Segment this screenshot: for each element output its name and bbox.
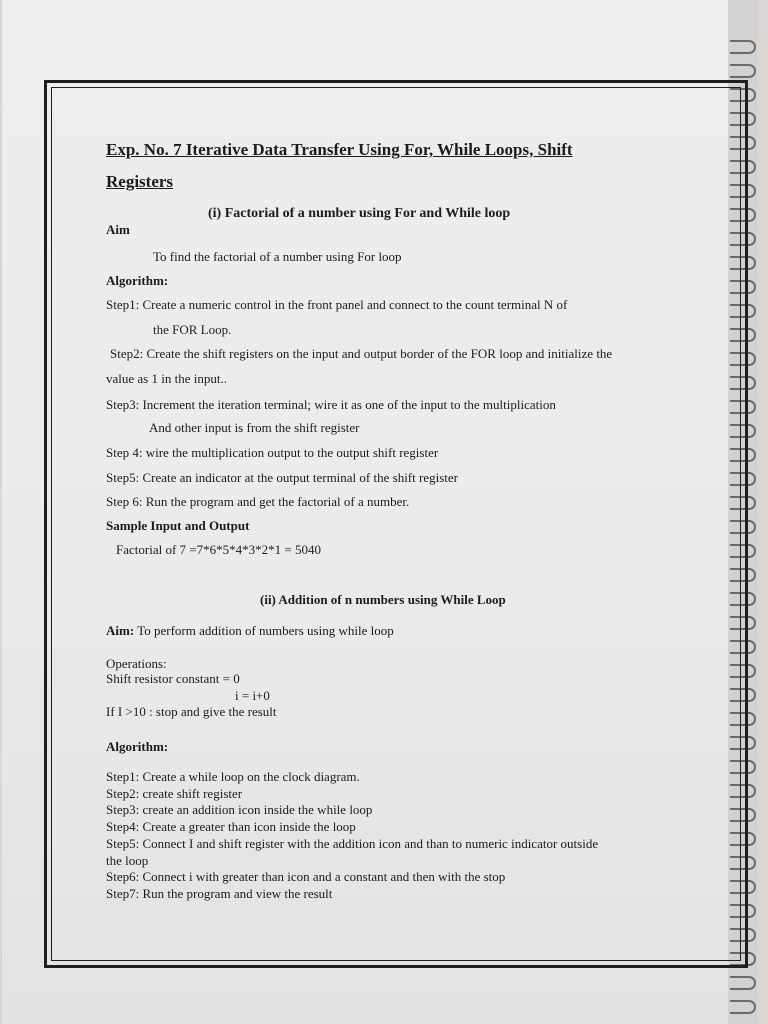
section2-heading: (ii) Addition of n numbers using While Loop [260,592,506,607]
section1-aim-label: Aim [106,222,130,237]
section1-step6: Step 6: Run the program and get the factorial of a number. [106,494,410,509]
section1-step3-line1: Step3: Increment the iteration terminal; wire it as one of the input to the multiplication [106,397,556,412]
section2-algorithm-label: Algorithm: [106,739,169,754]
section1-heading: (i) Factorial of a number using For and While loop [208,206,511,221]
spiral-coil [730,1000,756,1014]
section1-algorithm-label: Algorithm: [106,273,169,288]
section2-aim [106,623,394,638]
section2-step1: Step1: Create a while loop on the clock diagram. [106,769,360,784]
section1-sample-text: Factorial of 7 =7*6*5*4*3*2*1 = 5040 [116,542,321,557]
section2-step5-line2: the loop [106,853,149,868]
section2-aim-text: To perform addition of numbers using while loop [137,623,394,638]
section2-step7: Step7: Run the program and view the result [106,886,333,901]
spiral-coil [730,64,756,78]
section2-operation-3: If I >10 : stop and give the result [106,704,277,719]
notebook-page [2,0,758,1024]
section1-step4: Step 4: wire the multiplication output to the output shift register [106,445,439,460]
section1-aim-text: To find the factorial of a number using For loop [153,249,402,264]
experiment-title-line2: Registers [106,172,174,191]
section1-sample-label: Sample Input and Output [106,518,250,533]
section2-step6: Step6: Connect i with greater than icon and a constant and then with the stop [106,869,506,884]
section2-step3: Step3: create an addition icon inside the while loop [106,802,373,817]
section2-aim-label: Aim: [106,623,135,638]
experiment-title-line1: Exp. No. 7 Iterative Data Transfer Using For, While Loops, Shift [106,140,573,159]
section1-step1-line2: the FOR Loop. [153,322,232,337]
section1-step1-line1: Step1: Create a numeric control in the front panel and connect to the count terminal N of [106,297,568,312]
section2-operation-2: i = i+0 [235,688,270,703]
section1-step3-line2: And other input is from the shift register [149,420,360,435]
section2-operation-1: Shift resistor constant = 0 [106,671,240,686]
section1-step2-line1: Step2: Create the shift registers on the input and output border of the FOR loop and initialize the [110,346,613,361]
section1-step5: Step5: Create an indicator at the output terminal of the shift register [106,470,458,485]
section1-step2-line2: value as 1 in the input.. [106,371,227,386]
section2-step4: Step4: Create a greater than icon inside the loop [106,819,356,834]
section2-step5-line1: Step5: Connect I and shift register with the addition icon and than to numeric indicator outside [106,836,599,851]
section2-operations-label: Operations: [106,656,167,671]
section2-step2: Step2: create shift register [106,786,243,801]
spiral-coil [730,976,756,990]
spiral-coil [730,40,756,54]
